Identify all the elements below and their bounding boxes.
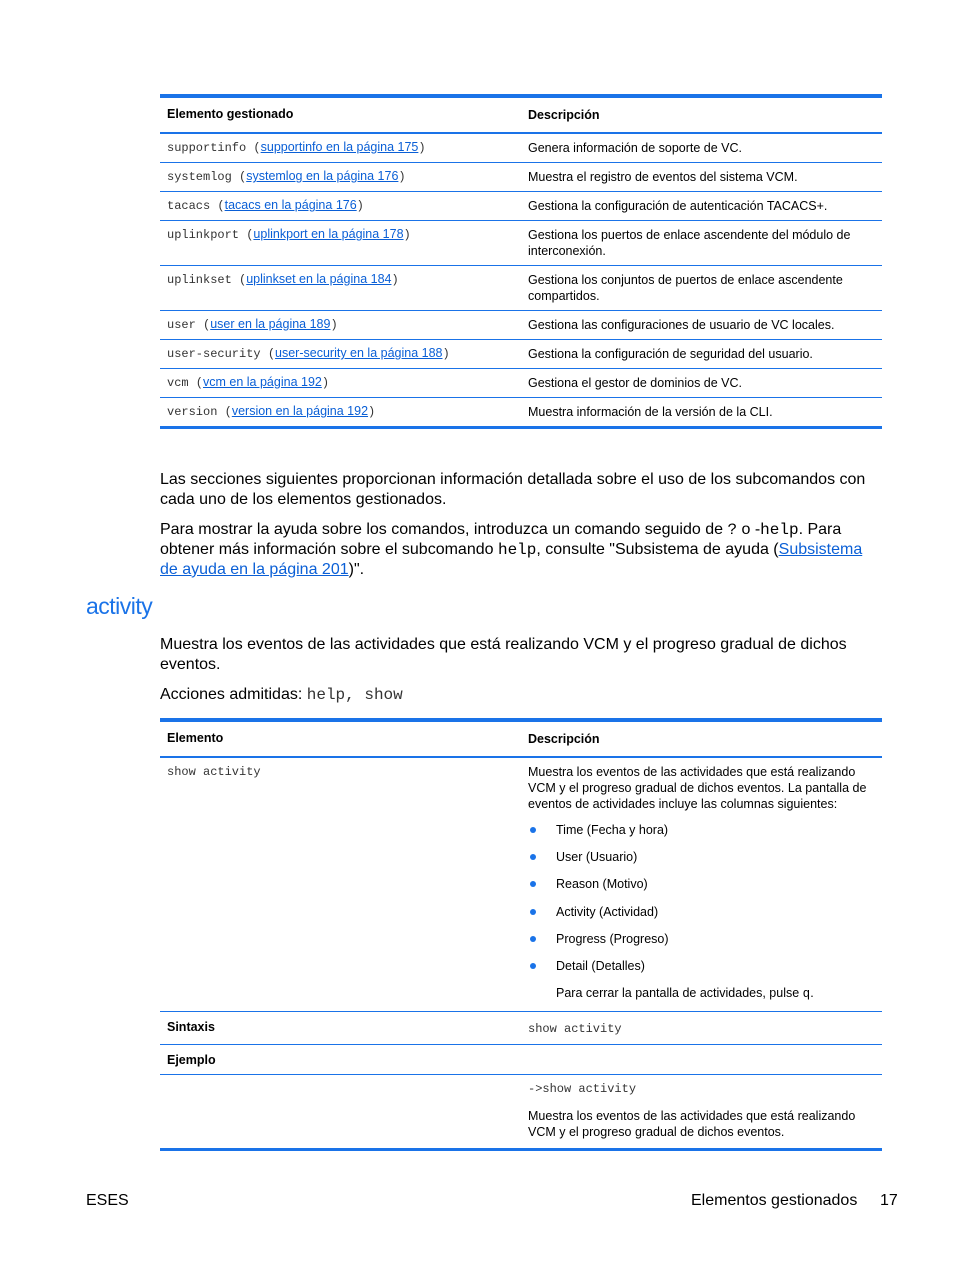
item-command: show activity [167,765,261,779]
element-description: Gestiona los conjuntos de puertos de enlace ascendente compartidos. [528,273,843,303]
table-row: user (user en la página 189) Gestiona las configuraciones de usuario de VC locales. [160,311,882,340]
element-description: Gestiona las configuraciones de usuario de VC locales. [528,318,835,332]
table-row: uplinkset (uplinkset en la página 184) Gestiona los conjuntos de puertos de enlace ascendente compartidos. [160,266,882,311]
table-row: supportinfo (supportinfo en la página 175) Genera información de soporte de VC. [160,134,882,163]
help-subcommand: help [497,541,537,559]
footer-page-number: 17 [880,1192,898,1209]
element-command: version [167,405,218,419]
element-link[interactable]: user-security en la página 188 [275,346,443,360]
element-link[interactable]: systemlog en la página 176 [246,169,399,183]
element-link[interactable]: uplinkport en la página 178 [253,227,404,241]
example-label: Ejemplo [167,1053,216,1068]
close-note: Para cerrar la pantalla de actividades, pulse q. [556,986,814,1002]
element-description: Genera información de soporte de VC. [528,141,743,155]
table-row: uplinkport (uplinkport en la página 178) Gestiona los puertos de enlace ascendente del módulo de interconexión. [160,221,882,266]
help-option: help [760,521,799,539]
table-header [160,98,882,134]
section-description: Muestra los eventos de las actividades que está realizando VCM y el progreso gradual de dichos eventos. [160,636,847,673]
bullet-icon [530,963,536,969]
element-command: supportinfo [167,141,247,155]
table-row: vcm (vcm en la página 192) Gestiona el gestor de dominios de VC. [160,369,882,398]
help-subsystem-link[interactable]: Subsistema de ayuda en la página 201 [160,541,863,578]
table-header [160,722,882,758]
example-description: Muestra los eventos de las actividades que está realizando VCM y el progreso gradual de dichos eventos. [528,1109,856,1140]
element-description: Gestiona la configuración de seguridad del usuario. [528,347,813,361]
bullet-icon [530,936,536,942]
element-description: Muestra el registro de eventos del sistema VCM. [528,170,798,184]
help-text-5: )". [348,561,365,578]
question-mark: ? [727,521,738,539]
managed-elements-table [160,94,882,429]
table-row: systemlog (systemlog en la página 176) Muestra el registro de eventos del sistema VCM. [160,163,882,192]
element-command: uplinkset [167,273,232,287]
table-row: tacacs (tacacs en la página 176) Gestiona la configuración de autenticación TACACS+. [160,192,882,221]
element-description: Gestiona la configuración de autenticación TACACS+. [528,199,828,213]
item-description: Muestra los eventos de las actividades que está realizando VCM y el progreso gradual de dichos eventos. La pantalla de eventos de actividades incluye las columnas siguientes: [528,765,867,811]
list-item: Detail (Detalles) [528,958,875,985]
help-paragraph [160,520,880,580]
element-description: Muestra información de la versión de la CLI. [528,405,773,419]
intro-paragraph: Las secciones siguientes proporcionan información detallada sobre el uso de los subcomandos con cada uno de los elementos gestionados. [160,471,866,508]
element-link[interactable]: user en la página 189 [210,317,331,331]
activity-table [160,718,882,1151]
element-description: Gestiona el gestor de dominios de VC. [528,376,743,390]
table-row: version (version en la página 192) Muestra información de la versión de la CLI. [160,398,882,426]
section-title: activity [86,593,153,619]
element-link[interactable]: uplinkset en la página 184 [246,272,392,286]
element-command: uplinkport [167,228,240,242]
list-item: Progress (Progreso) [528,931,875,958]
example-command: ->show activity [528,1082,637,1097]
syntax-row [160,1012,882,1045]
header-description: Descripción [528,732,600,746]
columns-list [528,822,875,985]
header-element: Elemento [167,731,224,745]
element-link[interactable]: tacacs en la página 176 [224,198,357,212]
example-row [160,1045,882,1075]
footer-section: Elementos gestionados [691,1192,858,1209]
help-text-4: , consulte "Subsistema de ayuda ( [536,541,779,558]
example-content-row [160,1075,882,1148]
list-item: Activity (Actividad) [528,904,875,931]
element-command: user-security [167,347,261,361]
list-item: User (Usuario) [528,849,875,876]
element-link[interactable]: supportinfo en la página 175 [260,140,419,154]
list-item: Reason (Motivo) [528,876,875,903]
header-description: Descripción [528,108,600,122]
syntax-value: show activity [528,1022,622,1037]
help-text-3: . Para obtener más información sobre el subcomando [160,521,842,558]
element-description: Gestiona los puertos de enlace ascendente del módulo de interconexión. [528,228,851,258]
list-item: Time (Fecha y hora) [528,822,875,849]
actions-value: help, show [306,686,403,704]
actions-separator: : [297,686,307,703]
header-element: Elemento gestionado [167,107,294,121]
supported-actions [160,685,880,705]
table-row: user-security (user-security en la página 188) Gestiona la configuración de seguridad del usuario. [160,340,882,369]
bullet-icon [530,854,536,860]
element-command: tacacs [167,199,211,213]
actions-label: Acciones admitidas [160,686,298,703]
element-command: user [167,318,196,332]
bullet-icon [530,827,536,833]
element-link[interactable]: vcm en la página 192 [203,375,322,389]
table-row [160,758,882,1012]
bullet-icon [530,909,536,915]
element-link[interactable]: version en la página 192 [231,404,369,418]
bullet-icon [530,881,536,887]
help-text-2: o - [737,521,761,538]
help-text-1: Para mostrar la ayuda sobre los comandos, introduzca un comando seguido de [160,521,728,538]
footer-locale: ESES [86,1192,129,1209]
element-command: systemlog [167,170,232,184]
syntax-label: Sintaxis [167,1020,215,1035]
element-command: vcm [167,376,189,390]
